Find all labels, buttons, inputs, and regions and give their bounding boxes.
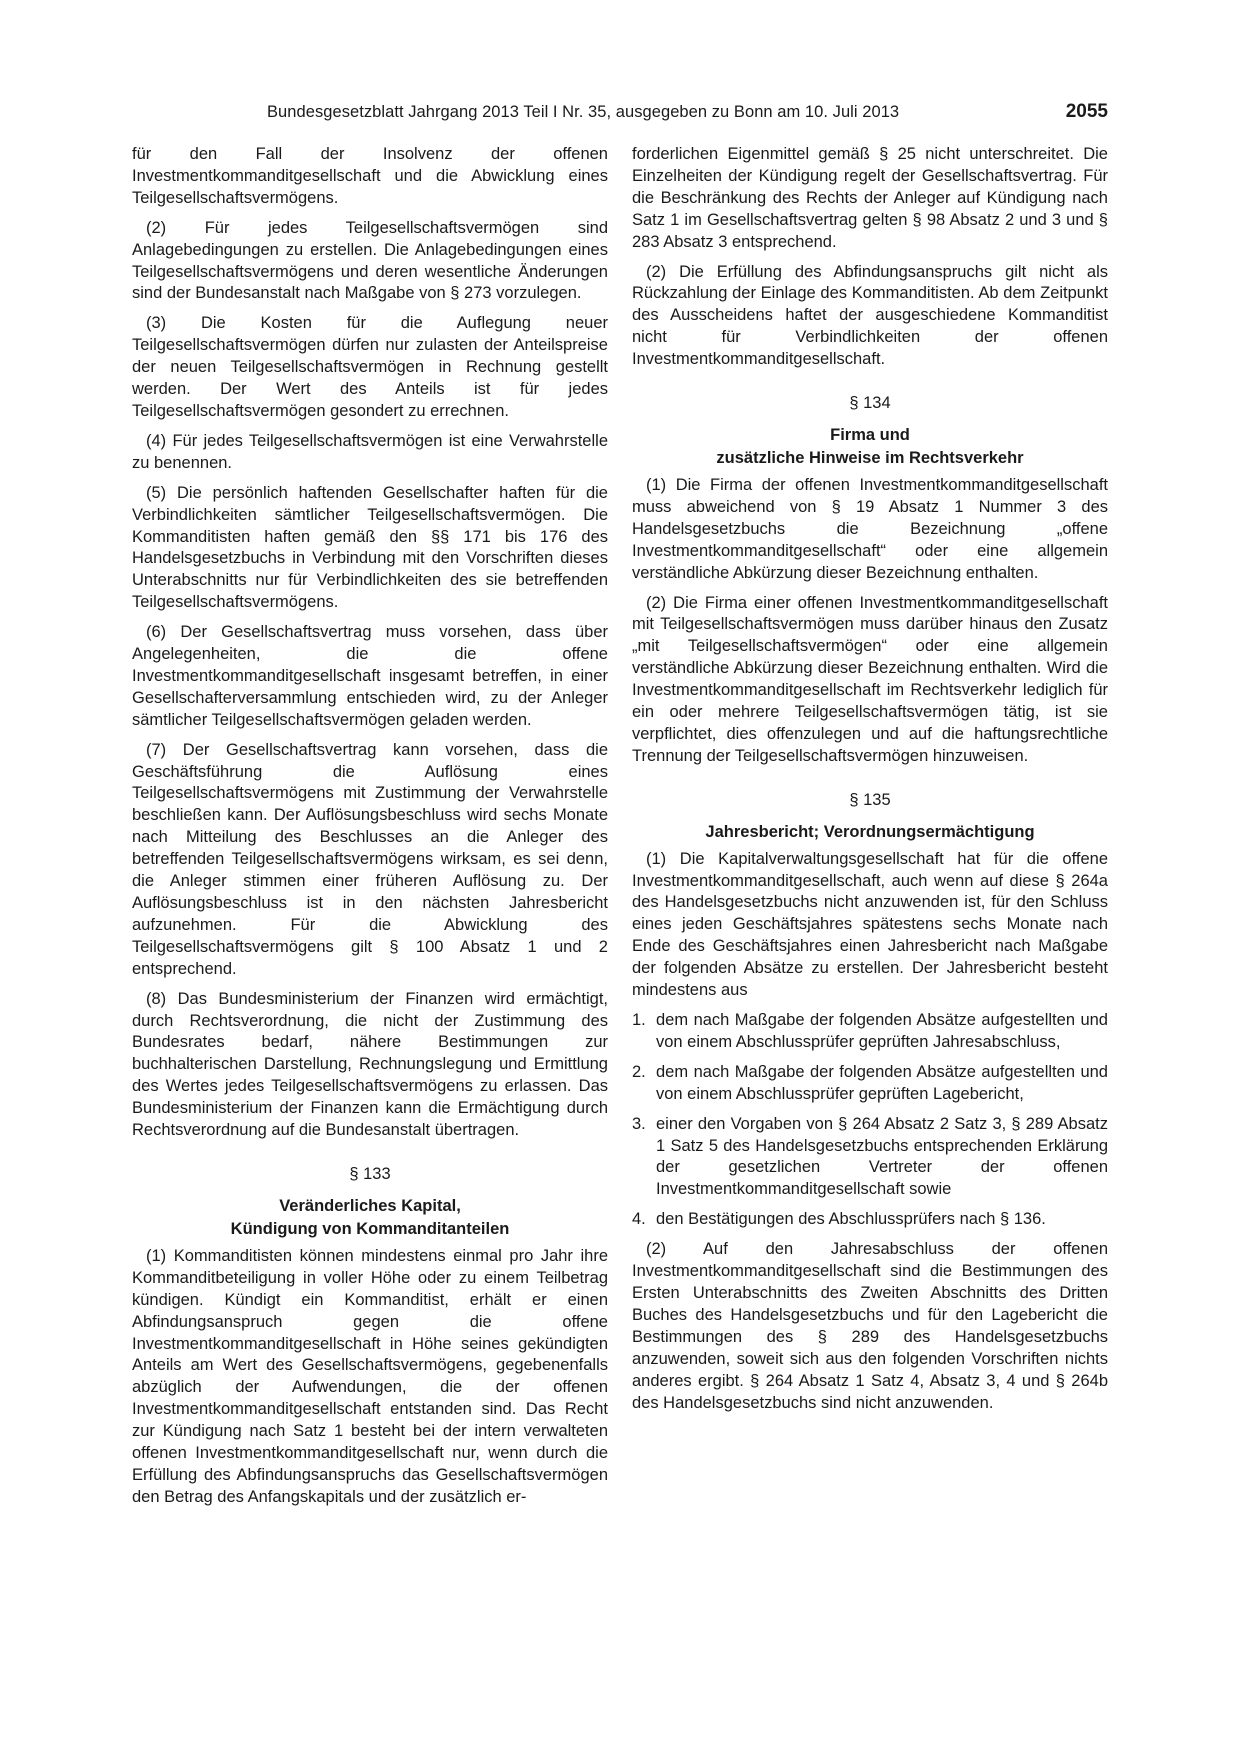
list-item-text: dem nach Maßgabe der folgenden Absätze aufgestellten und von einem Abschlussprüfer geprüften Jahresabschluss, xyxy=(656,1011,1108,1051)
list-item-number: 4. xyxy=(632,1210,646,1229)
paragraph: (2) Die Erfüllung des Abfindungsanspruchs gilt nicht als Rückzahlung der Einlage des Kommanditisten. Ab dem Zeitpunkt des Ausscheidens haftet der ausgeschiedene Kommanditist nicht für Verbindlichkeiten der offenen Investmentkommanditgesellschaft. xyxy=(632,262,1108,369)
header-text: Bundesgesetzblatt Jahrgang 2013 Teil I Nr. 35, ausgegeben zu Bonn am 10. Juli 2013 xyxy=(267,103,900,121)
paragraph: (6) Der Gesellschaftsvertrag muss vorsehen, dass über Angelegenheiten, die die offene Investmentkommanditgesellschaft insgesamt betreffen, in einer Gesellschafterversammlung entschieden wird, zu der Anleger sämtlicher Teilgesellschaftsvermögen geladen werden. xyxy=(132,623,608,729)
paragraph: (7) Der Gesellschaftsvertrag kann vorsehen, dass die Geschäftsführung die Auflösung eines Teilgesellschaftsvermögens mit Zustimmung der Verwahrstelle beschließen kann. Der Auflösungsbeschluss wird sechs Monate nach Mitteilung des Beschlusses an die Anleger des betreffenden Teilgesellschaftsvermögens wirksam, es sei denn, die Anleger stimmen einer früheren Auflösung zu. Der Auflösungsbeschluss ist in den nächsten Jahresbericht aufzunehmen. Für die Abwicklung des Teilgesellschaftsvermögens gilt § 100 Absatz 1 und 2 entsprechend. xyxy=(132,740,608,978)
paragraph: (2) Für jedes Teilgesellschaftsvermögen sind Anlagebedingungen zu erstellen. Die Anlagebedingungen eines Teilgesellschaftsvermögens und deren wesentliche Änderungen sind der Bundesanstalt nach Maßgabe von § 273 vorzulegen. xyxy=(132,218,608,303)
list-item-text: dem nach Maßgabe der folgenden Absätze aufgestellten und von einem Abschlussprüfer geprüften Lagebericht, xyxy=(656,1062,1108,1103)
list-item xyxy=(632,1062,1108,1106)
paragraph: (4) Für jedes Teilgesellschaftsvermögen ist eine Verwahrstelle zu benennen. xyxy=(132,431,608,472)
section-title: zusätzliche Hinweise im Rechtsverkehr xyxy=(716,448,1024,467)
section-number: § 134 xyxy=(849,394,891,413)
numbered-list xyxy=(632,1010,1108,1231)
list-item-number: 1. xyxy=(632,1011,646,1029)
page-header xyxy=(132,103,1108,127)
paragraph: (5) Die persönlich haftenden Gesellschafter haften für die Verbindlichkeiten sämtlicher Teilgesellschaftsvermögen. Die Kommanditisten haften gemäß den §§ 171 bis 176 des Handelsgesetzbuchs in Verbindung mit den Vorschriften dieses Unterabschnitts nur für Verbindlichkeiten des sie betreffenden Teilgesellschaftsvermögens. xyxy=(132,483,608,612)
section-title: Firma und xyxy=(830,425,910,444)
paragraph: (3) Die Kosten für die Auflegung neuer Teilgesellschaftsvermögen dürfen nur zulasten der Anteilspreise der neuen Teilgesellschaftsvermögen in Rechnung gestellt werden. Der Wert des Anteils ist für jedes Teilgesellschaftsvermögen gesondert zu errechnen. xyxy=(132,314,608,420)
paragraph: (1) Die Firma der offenen Investmentkommanditgesellschaft muss abweichend von § 19 Absatz 1 Nummer 3 des Handelsgesetzbuchs die Bezeichnung „offene Investmentkommanditgesellschaft“ oder eine allgemein verständliche Abkürzung dieser Bezeichnung enthalten. xyxy=(632,475,1108,582)
left-column xyxy=(132,144,608,1517)
section-title: Kündigung von Kommanditanteilen xyxy=(230,1219,510,1238)
paragraph: (8) Das Bundesministerium der Finanzen wird ermächtigt, durch Rechtsverordnung, die nicht der Zustimmung des Bundesrates bedarf, nähere Bestimmungen zur buchhalterischen Darstellung, Rechnungslegung und Ermittlung des Wertes jedes Teilgesellschaftsvermögens zu erlassen. Das Bundesministerium der Finanzen kann die Ermächtigung durch Rechtsverordnung auf die Bundesanstalt übertragen. xyxy=(132,989,608,1140)
list-item-number: 3. xyxy=(632,1114,646,1133)
section-title: Veränderliches Kapital, xyxy=(279,1196,461,1215)
section-number: § 135 xyxy=(849,790,891,809)
paragraph: (2) Die Firma einer offenen Investmentkommanditgesellschaft mit Teilgesellschaftsvermögen muss darüber hinaus den Zusatz „mit Teilgesellschaftsvermögen“ oder eine allgemein verständliche Abkürzung dieser Bezeichnung enthalten. Wird die Investmentkommanditgesellschaft im Rechtsverkehr lediglich für ein oder mehrere Teilgesellschaftsvermögen tätig, ist sie verpflichtet, dies offenzulegen und auf die haftungsrechtliche Trennung der Teilgesellschaftsvermögen hinzuweisen. xyxy=(632,593,1108,765)
page-number: 2055 xyxy=(1065,101,1108,122)
paragraph: (2) Auf den Jahresabschluss der offenen Investmentkommanditgesellschaft sind die Bestimmungen des Ersten Unterabschnitts des Zweiten Abschnitts des Dritten Buches des Handelsgesetzbuchs und für den Lagebericht die Bestimmungen des § 289 des Handelsgesetzbuchs anzuwenden, soweit sich aus den folgenden Vorschriften nichts anderes ergibt. § 264 Absatz 1 Satz 4, Absatz 3, 4 und § 264b des Handelsgesetzbuchs sind nicht anzuwenden. xyxy=(632,1240,1108,1412)
paragraph: (1) Kommanditisten können mindestens einmal pro Jahr ihre Kommanditbeteiligung in voller Höhe oder zu einem Teilbetrag kündigen. Kündigt ein Kommanditist, erhält er einen Abfindungsanspruch gegen die offene Investmentkommanditgesellschaft in Höhe seines gekündigten Anteils am Wert des Gesellschaftsvermögens, gegebenenfalls abzüglich der Aufwendungen, die der offenen Investmentkommanditgesellschaft entstanden sind. Das Recht zur Kündigung nach Satz 1 besteht bei der intern verwalteten offenen Investmentkommanditgesellschaft nur, wenn durch die Erfüllung des Abfindungsanspruchs das Gesellschaftsvermögen den Betrag des Anfangskapitals und der zusätzlich er- xyxy=(132,1246,608,1506)
paragraph: (1) Die Kapitalverwaltungsgesellschaft hat für die offene Investmentkommanditgesellschaft, auch wenn auf diese § 264a des Handelsgesetzbuchs nicht anzuwenden ist, für den Schluss eines jeden Geschäftsjahres spätestens sechs Monate nach Ende des Geschäftsjahres einen Jahresbericht nach Maßgabe der folgenden Absätze zu erstellen. Der Jahresbericht besteht mindestens aus xyxy=(632,849,1108,1000)
section-title: Jahresbericht; Verordnungsermächtigung xyxy=(705,822,1035,841)
section-number: § 133 xyxy=(349,1164,391,1183)
paragraph: für den Fall der Insolvenz der offenen Investmentkommanditgesellschaft und die Abwicklung eines Teilgesellschaftsvermögens. xyxy=(132,145,608,207)
list-item xyxy=(632,1114,1108,1202)
list-item xyxy=(632,1010,1108,1054)
paragraph: forderlichen Eigenmittel gemäß § 25 nicht unterschreitet. Die Einzelheiten der Kündigung regelt der Gesellschaftsvertrag. Für die Beschränkung des Rechts der Anleger auf Kündigung nach Satz 1 im Gesellschaftsvertrag gelten § 98 Absatz 2 und 3 und § 283 Absatz 3 entsprechend. xyxy=(632,145,1108,251)
right-column xyxy=(632,144,1108,1422)
list-item-number: 2. xyxy=(632,1062,646,1081)
list-item-text: einer den Vorgaben von § 264 Absatz 2 Satz 3, § 289 Absatz 1 Satz 5 des Handelsgesetzbuchs entsprechenden Erklärung der gesetzlichen Vertreter der offenen Investmentkommanditgesellschaft sowie xyxy=(656,1114,1108,1199)
list-item xyxy=(632,1209,1108,1231)
list-item-text: den Bestätigungen des Abschlussprüfers nach § 136. xyxy=(656,1210,1046,1229)
